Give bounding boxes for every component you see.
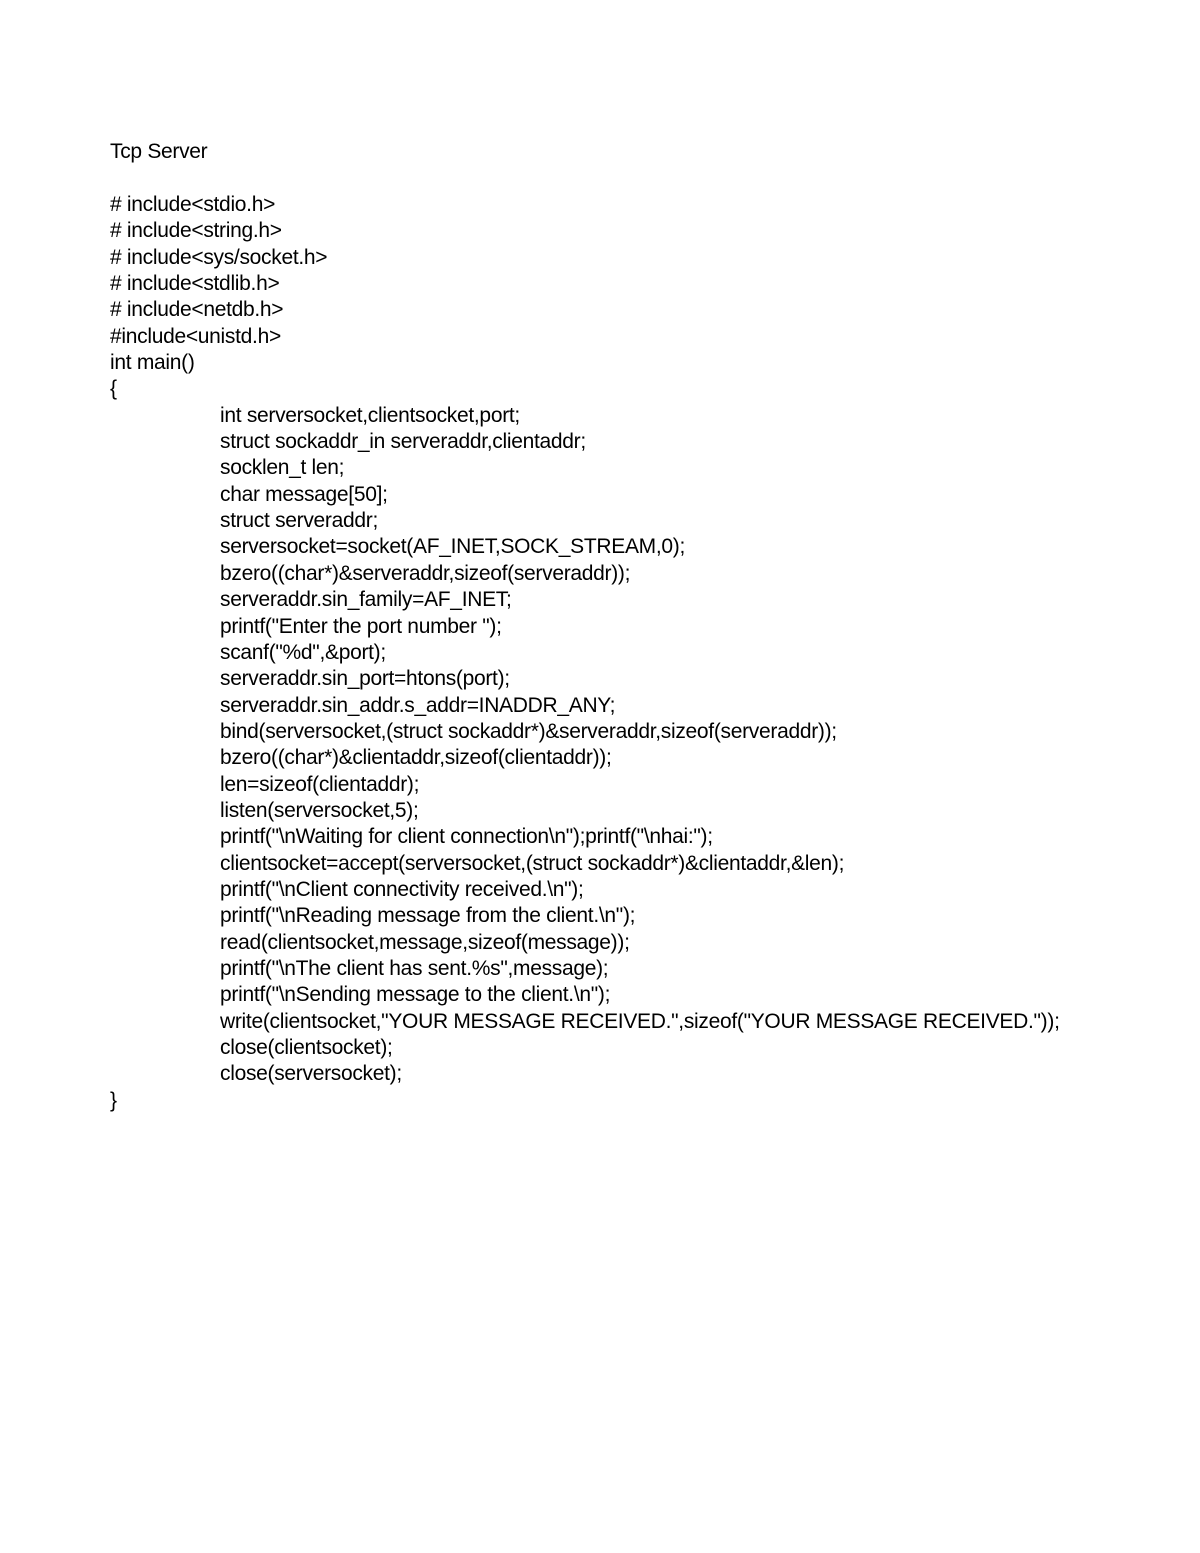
code-line: char message[50]; [220,482,388,506]
code-line: printf("\nReading message from the client.\n"); [220,904,636,928]
code-line: int serversocket,clientsocket,port; [220,403,520,427]
code-line: len=sizeof(clientaddr); [220,772,420,796]
code-line: serveraddr.sin_family=AF_INET; [220,588,512,612]
code-line: close(serversocket); [220,1062,402,1086]
code-line: write(clientsocket,"YOUR MESSAGE RECEIVED.",sizeof("YOUR MESSAGE RECEIVED.")); [220,1009,1060,1033]
code-line: read(clientsocket,message,sizeof(message)); [220,930,630,954]
code-line: # include<sys/socket.h> [110,245,328,269]
code-line: # include<string.h> [110,219,282,243]
code-line: serversocket=socket(AF_INET,SOCK_STREAM,0); [220,535,685,559]
code-line: printf("\nThe client has sent.%s",message); [220,956,609,980]
code-line: listen(serversocket,5); [220,798,419,822]
code-line: printf("Enter the port number "); [220,614,502,638]
document-title: Tcp Server [110,140,208,163]
code-line: int main() [110,351,195,375]
code-line: struct serveraddr; [220,509,378,533]
code-line: serveraddr.sin_port=htons(port); [220,667,510,691]
code-line: # include<stdlib.h> [110,272,280,296]
code-line: bzero((char*)&serveraddr,sizeof(serveraddr)); [220,561,631,585]
code-line: printf("\nClient connectivity received.\n"); [220,877,584,901]
code-line: bind(serversocket,(struct sockaddr*)&serveraddr,sizeof(serveraddr)); [220,719,837,743]
code-line: clientsocket=accept(serversocket,(struct sockaddr*)&clientaddr,&len); [220,851,845,875]
code-line: serveraddr.sin_addr.s_addr=INADDR_ANY; [220,693,616,717]
code-line: socklen_t len; [220,456,345,480]
code-line: { [110,377,117,401]
code-line: printf("\nSending message to the client.\n"); [220,983,611,1007]
code-line: # include<netdb.h> [110,298,284,322]
code-line: printf("\nWaiting for client connection\n");printf("\nhai:"); [220,825,713,849]
code-line: scanf("%d",&port); [220,640,386,664]
code-line: bzero((char*)&clientaddr,sizeof(clientaddr)); [220,746,612,770]
code-line: } [110,1088,117,1112]
code-line: # include<stdio.h> [110,193,276,216]
code-line: #include<unistd.h> [110,324,281,348]
code-line: close(clientsocket); [220,1036,393,1059]
code-listing [110,192,1070,1114]
code-line: struct sockaddr_in serveraddr,clientaddr; [220,430,586,454]
